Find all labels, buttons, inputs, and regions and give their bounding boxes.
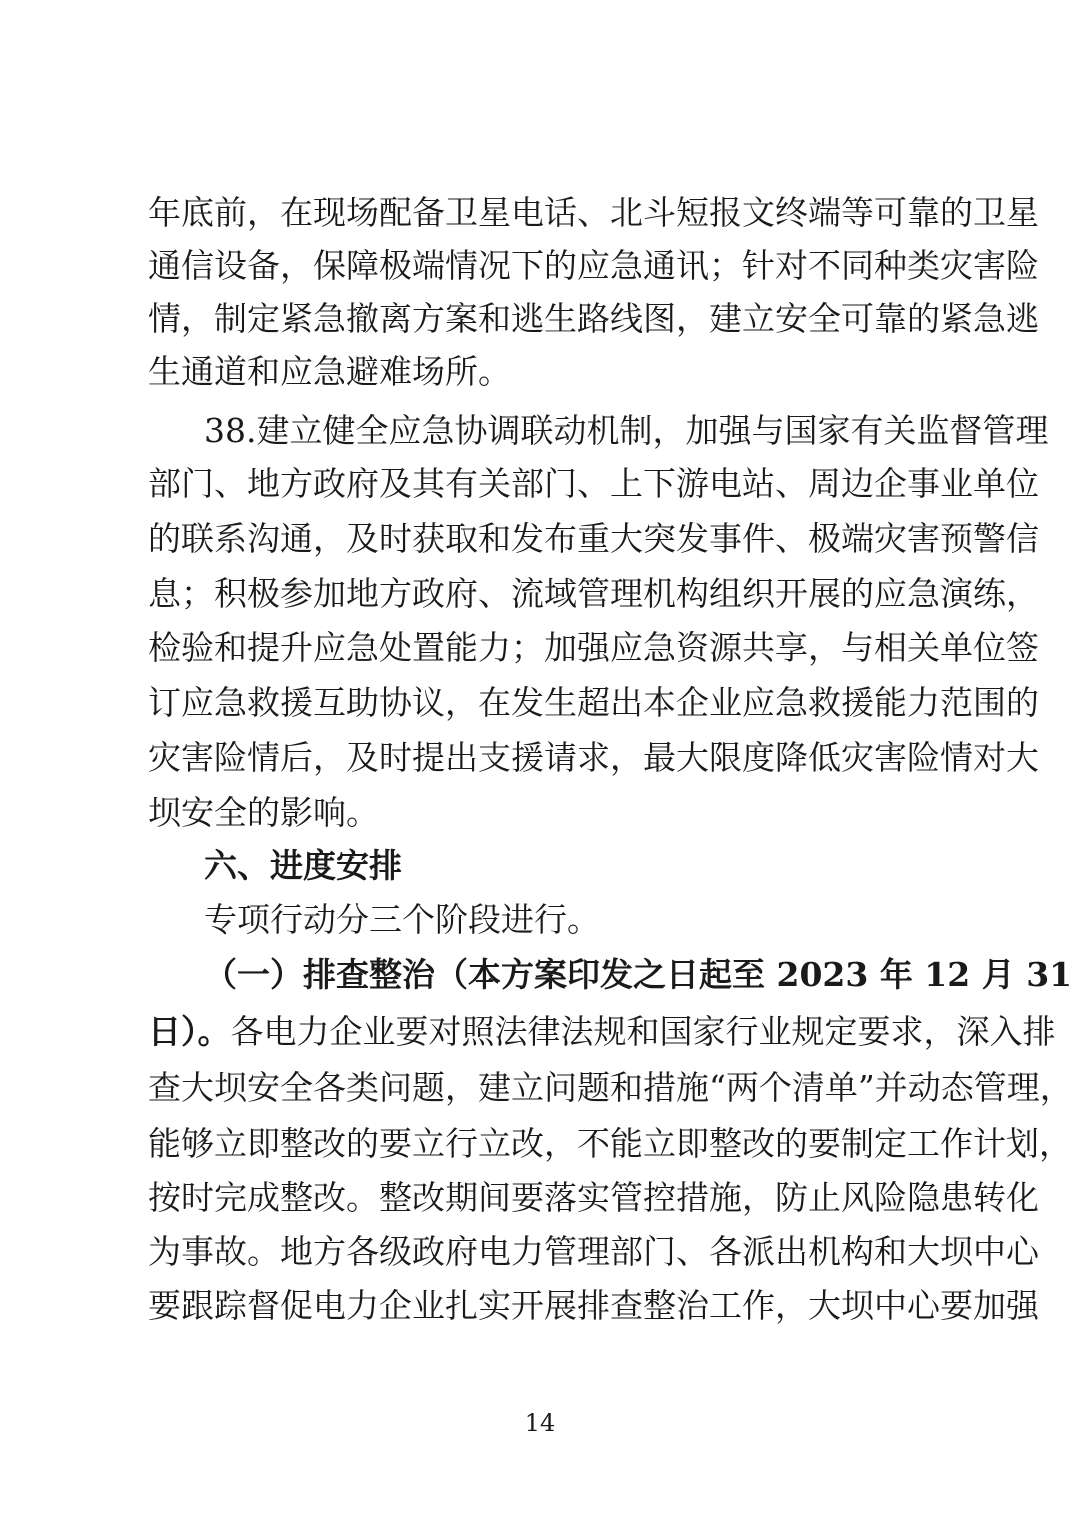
paragraph-line: 按时完成整改。整改期间要落实管控措施，防止风险隐患转化	[148, 1178, 1039, 1217]
paragraph-line: 年底前，在现场配备卫星电话、北斗短报文终端等可靠的卫星	[148, 193, 1039, 232]
page-number: 14	[524, 1409, 556, 1437]
paragraph-line: 能够立即整改的要立行立改，不能立即整改的要制定工作计划，	[148, 1124, 1072, 1163]
paragraph-line: 部门、地方政府及其有关部门、上下游电站、周边企事业单位	[148, 464, 1039, 503]
section-heading: 六、进度安排	[204, 846, 402, 885]
subsection-heading-end: 日）。	[148, 1012, 231, 1051]
paragraph-line: 息；积极参加地方政府、流域管理机构组织开展的应急演练，	[148, 574, 1039, 613]
paragraph-line	[148, 1012, 1056, 1052]
paragraph-line: 通信设备，保障极端情况下的应急通讯；针对不同种类灾害险	[148, 246, 1039, 285]
paragraph-line: 订应急救援互助协议，在发生超出本企业应急救援能力范围的	[148, 683, 1039, 722]
subsection-heading: （一）排查整治（本方案印发之日起至 2023 年 12 月 31	[204, 955, 1073, 994]
paragraph-line: 检验和提升应急处置能力；加强应急资源共享，与相关单位签	[148, 628, 1039, 667]
paragraph-line: 为事故。地方各级政府电力管理部门、各派出机构和大坝中心	[148, 1232, 1039, 1271]
paragraph-line: 坝安全的影响。	[148, 793, 379, 832]
paragraph-line: 要跟踪督促电力企业扎实开展排查整治工作，大坝中心要加强	[148, 1286, 1039, 1325]
paragraph-line: 查大坝安全各类问题，建立问题和措施“两个清单”并动态管理，	[148, 1068, 1073, 1107]
paragraph-line: 情，制定紧急撤离方案和逃生路线图，建立安全可靠的紧急逃	[148, 299, 1039, 338]
paragraph-line: 的联系沟通，及时获取和发布重大突发事件、极端灾害预警信	[148, 519, 1039, 558]
paragraph-text: 各电力企业要对照法律法规和国家行业规定要求，深入排	[230, 1012, 1056, 1051]
section-intro: 专项行动分三个阶段进行。	[204, 900, 600, 939]
paragraph-line: 灾害险情后，及时提出支援请求，最大限度降低灾害险情对大	[148, 738, 1039, 777]
paragraph-line: 38.建立健全应急协调联动机制，加强与国家有关监督管理	[204, 411, 1049, 450]
paragraph-line: 生通道和应急避难场所。	[148, 352, 511, 391]
